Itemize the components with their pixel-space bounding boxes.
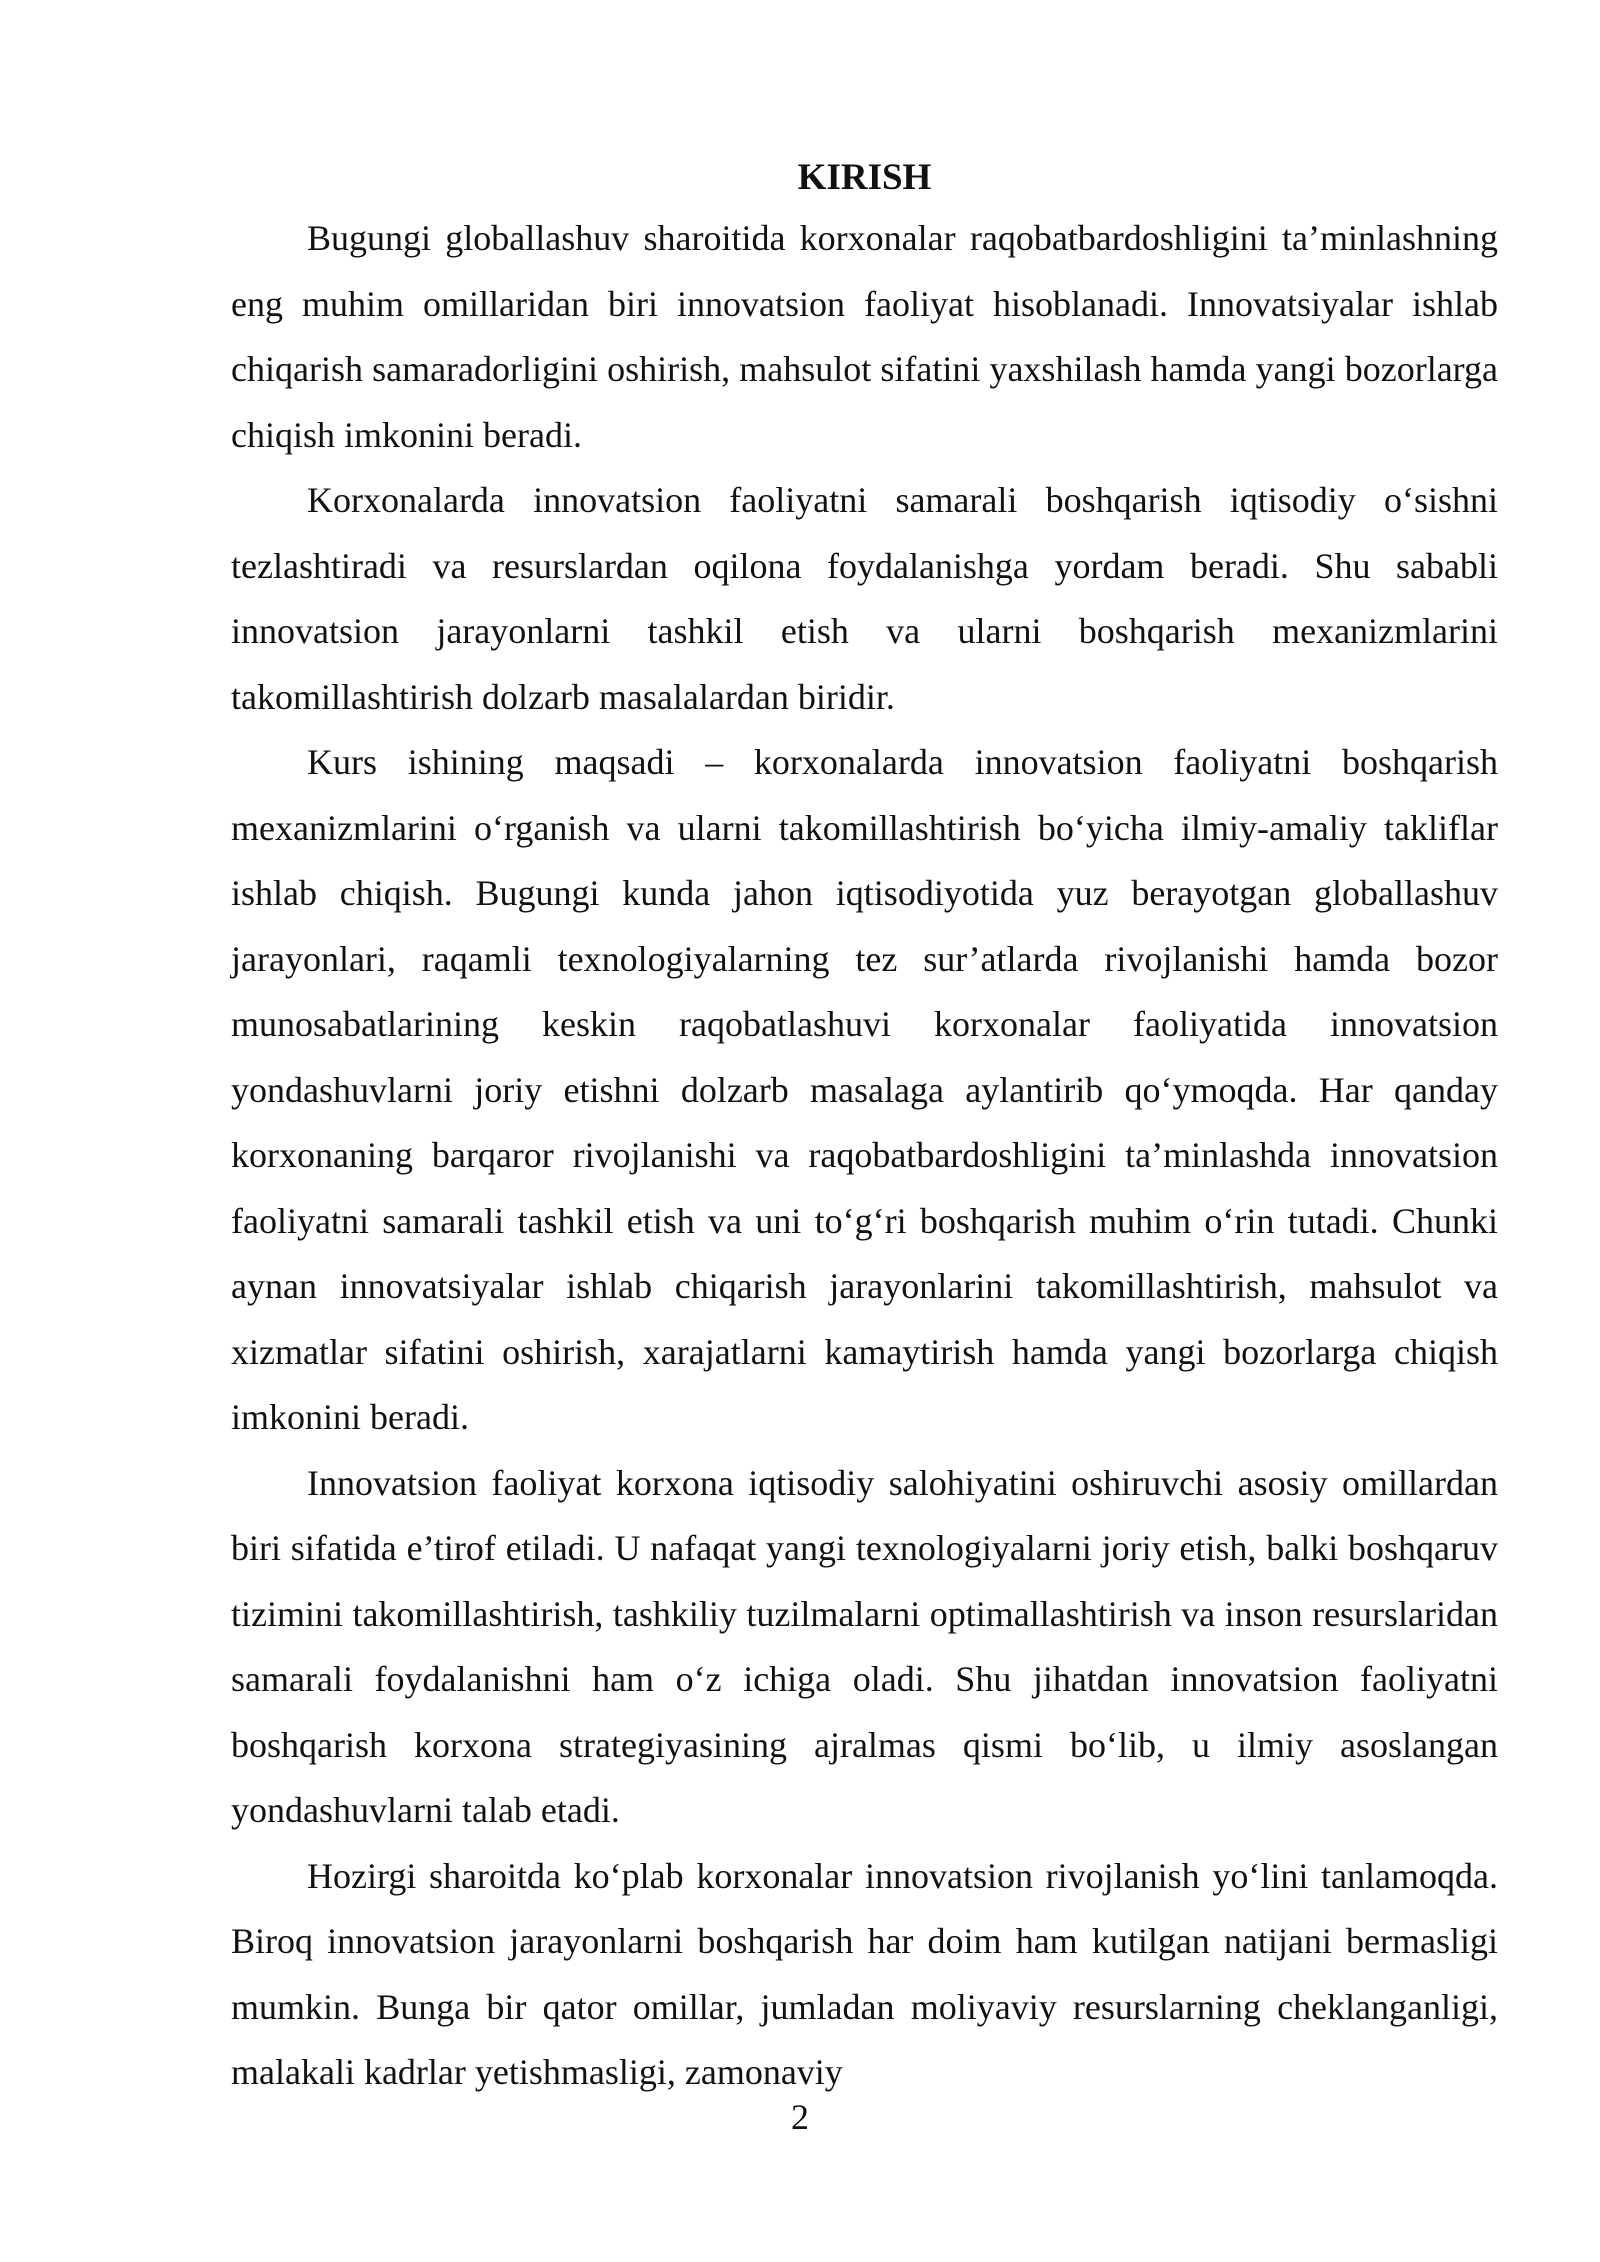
page-number: 2 — [791, 2097, 809, 2137]
paragraph-1: Bugungi globallashuv sharoitida korxonalar raqobatbardoshligini ta’minlashning eng muhim omillaridan biri innovatsion faoliyat hisoblanadi. Innovatsiyalar ishlab chiqarish samaradorligini oshirish, mahsulot sifatini yaxshilash hamda yangi bozorlarga chiqish imkonini beradi. — [231, 218, 1498, 455]
paragraph-2: Korxonalarda innovatsion faoliyatni samarali boshqarish iqtisodiy o‘sishni tezlashtiradi va resurslardan oqilona foydalanishga yordam beradi. Shu sababli innovatsion jarayonlarni tashkil etish va ularni boshqarish mexanizmlarini takomillashtirish dolzarb masalalardan biridir. — [231, 480, 1498, 717]
page-content — [231, 150, 1498, 2106]
section-heading: KIRISH — [797, 157, 932, 198]
paragraph-4: Innovatsion faoliyat korxona iqtisodiy salohiyatini oshiruvchi asosiy omillardan biri sifatida e’tirof etiladi. U nafaqat yangi texnologiyalarni joriy etish, balki boshqaruv tizimini takomillashtirish, tashkiliy tuzilmalarni optimallashtirish va inson resurslaridan samarali foydalanishni ham o‘z ichiga oladi. Shu jihatdan innovatsion faoliyatni boshqarish korxona strategiyasining ajralmas qismi bo‘lib, u ilmiy asoslangan yondashuvlarni talab etadi. — [231, 1462, 1498, 1830]
paragraph-3: Kurs ishining maqsadi – korxonalarda innovatsion faoliyatni boshqarish mexanizmlarini o‘rganish va ularni takomillashtirish bo‘yicha ilmiy-amaliy takliflar ishlab chiqish. Bugungi kunda jahon iqtisodiyotida yuz berayotgan globallashuv jarayonlari, raqamli texnologiyalarning tez sur’atlarda rivojlanishi hamda bozor munosabatlarining keskin raqobatlashuvi korxonalar faoliyatida innovatsion yondashuvlarni joriy etishni dolzarb masalaga aylantirib qo‘ymoqda. Har qanday korxonaning barqaror rivojlanishi va raqobatbardoshligini ta’minlashda innovatsion faoliyatni samarali tashkil etish va uni to‘g‘ri boshqarish muhim o‘rin tutadi. Chunki aynan innovatsiyalar ishlab chiqarish jarayonlarini takomillashtirish, mahsulot va xizmatlar sifatini oshirish, xarajatlarni kamaytirish hamda yangi bozorlarga chiqish imkonini beradi. — [231, 742, 1498, 1437]
paragraph-5: Hozirgi sharoitda ko‘plab korxonalar innovatsion rivojlanish yo‘lini tanlamoqda. Biroq innovatsion jarayonlarni boshqarish har doim ham kutilgan natijani bermasligi mumkin. Bunga bir qator omillar, jumladan moliyaviy resurslarning cheklanganligi, malakali kadrlar yetishmasligi, zamonaviy — [231, 1855, 1498, 2092]
